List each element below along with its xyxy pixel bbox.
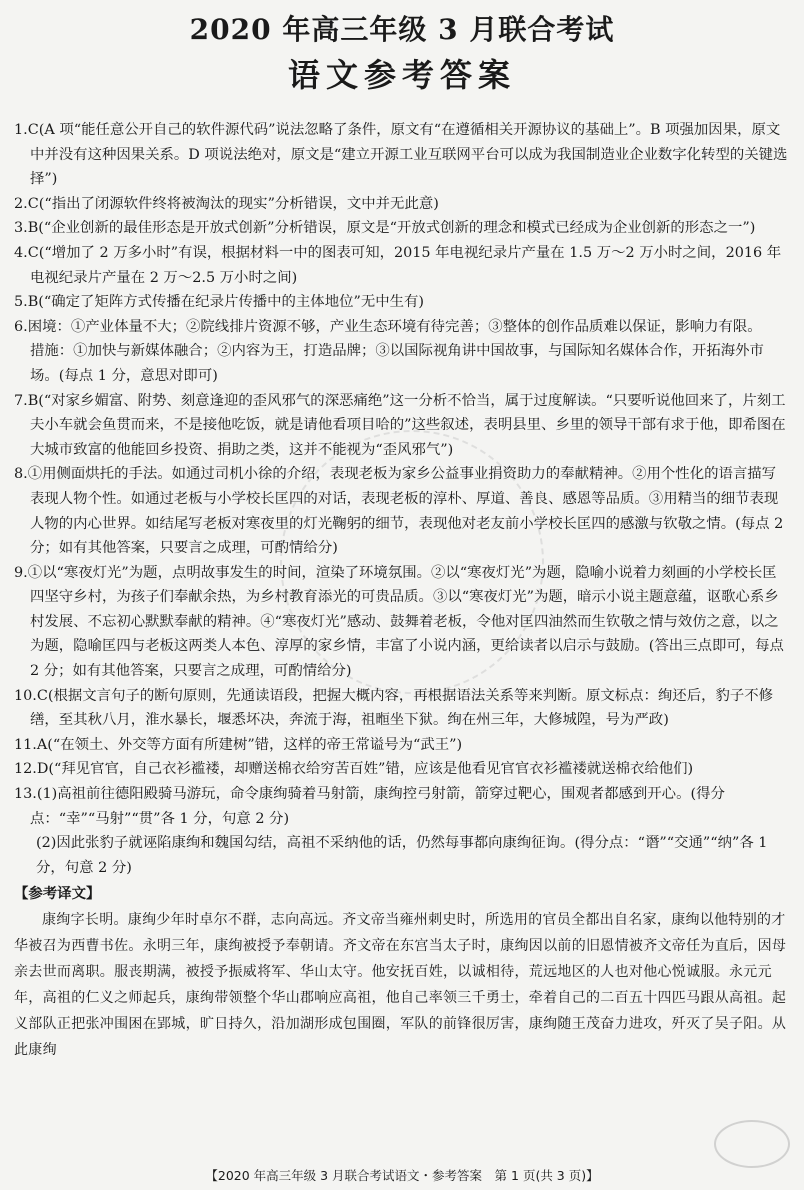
page-footer: 【2020 年高三年级 3 月联合考试语文・参考答案 第 1 页(共 3 页)】 — [205, 1168, 599, 1183]
answer-13-2: (2)因此张豹子就诬陷康绚和魏国勾结，高祖不采纳他的话，仍然每事都向康绚征询。(得分点：“谮”“交通”“纳”各 1 分，句意 2 分) — [36, 835, 768, 876]
watermark-logo-icon — [714, 1120, 790, 1168]
answer-2: 2.C(“指出了闭源软件终将被淘汰的现实”分析错误，文中并无此意) — [14, 195, 439, 212]
answer-4: 4.C(“增加了 2 万多小时”有误，根据材料一中的图表可知，2015 年电视纪录片产量在 1.5 万～2 万小时之间，2016 年电视纪录片产量在 2 万～2.5 万小时之间) — [14, 244, 782, 286]
answer-5: 5.B(“确定了矩阵方式传播在纪录片传播中的主体地位”无中生有) — [14, 294, 425, 311]
answer-6-difficulties: 6.困境：①产业体量不大；②院线排片资源不够，产业生态环境有待完善；③整体的创作品质难以保证，影响力有限。 — [14, 318, 762, 335]
answer-10: 10.C(根据文言句子的断句原则，先通读语段，把握大概内容，再根据语法关系等来判断。原文标点：绚还后，豹子不修缮，至其秋八月，淮水暴长，堰悉坏决，奔流于海，祖暅坐下狱。绚在州三年，大修城隍，号为严政) — [14, 687, 774, 729]
answer-6-measures: 措施：①加快与新媒体融合；②内容为王，打造品牌；③以国际视角讲中国故事，与国际知名媒体合作，开拓海外市场。(每点 1 分，意思对即可) — [30, 343, 764, 384]
translation-heading: 【参考译文】 — [14, 886, 101, 903]
answer-12: 12.D(“拜见官官，自己衣衫褴褛，却赠送棉衣给穷苦百姓”错，应该是他看见官官衣衫褴褛就送棉衣给他们) — [14, 761, 694, 778]
answer-13-1: 13.(1)高祖前往德阳殿骑马游玩，命令康绚骑着马射箭，康绚控弓射箭，箭穿过靶心，围观者都感到开心。(得分点：“幸”“马射”“贯”各 1 分，句意 2 分) — [14, 786, 725, 827]
answer-8: 8.①用侧面烘托的手法。如通过司机小徐的介绍，表现老板为家乡公益事业捐资助力的奉献精神。②用个性化的语言描写表现人物个性。如通过老板与小学校长匡四的对话，表现老板的淳朴、厚道、善良、感恩等品质。③用精当的细节表现人物的内心世界。如结尾写老板对寒夜里的灯光鞠躬的细节，表现他对老友前小学校长匡四的感激与钦敬之情。(每点 2 分；如有其他答案，只要言之成理，可酌情给分) — [14, 466, 784, 557]
answer-9: 9.①以“寒夜灯光”为题，点明故事发生的时间，渲染了环境氛围。②以“寒夜灯光”为题，隐喻小说着力刻画的小学校长匡四坚守乡村，为孩子们奉献余热，为乡村教育添光的可贵品质。③以“寒夜灯光”为题，暗示小说主题意蕴，讴歌心系乡村发展、不忘初心默默奉献的精神。④“寒夜灯光”感动、鼓舞着老板，令他对匡四油然而生钦敬之情与效仿之意，以之为题，隐喻匡四与老板这两类人本色、淳厚的家乡情，丰富了小说内涵，更给读者以启示与鼓励。(答出三点即可，每点 2 分；如有其他答案，只要言之成理，可酌情给分) — [14, 564, 784, 680]
document-subtitle: 语文参考答案 — [287, 56, 516, 94]
answer-1: 1.C(A 项“能任意公开自己的软件源代码”说法忽略了条件，原文有“在遵循相关开源协议的基础上”。B 项强加因果，原文中并没有这种因果关系。D 项说法绝对，原文是“建立开源工业互联网平台可以成为我国制造业企业数字化转型的关键选择”) — [14, 122, 788, 188]
answer-3: 3.B(“企业创新的最佳形态是开放式创新”分析错误，原文是“开放式创新的理念和模式已经成为企业创新的形态之一”) — [14, 220, 756, 237]
exam-title: 2020 年高三年级 3 月联合考试 — [189, 13, 615, 46]
answer-11: 11.A(“在领土、外交等方面有所建树”错，这样的帝王常谥号为“武王”) — [14, 736, 463, 753]
translation-text: 康绚字长明。康绚少年时卓尔不群，志向高远。齐文帝当雍州刺史时，所选用的官员全都出自名家，康绚以他特别的才华被召为西曹书佐。永明三年，康绚被授予奉朝请。齐文帝在东宫当太子时，康绚因以前的旧恩情被齐文帝任为直后，因母亲去世而离职。服丧期满，被授予振威将军、华山太守。他安抚百姓，以诚相待，荒远地区的人也对他心悦诚服。永元元年，高祖的仁义之师起兵，康绚带领整个华山郡响应高祖，他自己率领三千勇士，牵着自己的二百五十四匹马跟从高祖。起义部队正把张冲围困在郢城，旷日持久，沿加湖形成包围圈，军队的前锋很厉害，康绚随王茂奋力进攻，歼灭了吴子阳。从此康绚 — [14, 912, 787, 1058]
answer-7: 7.B(“对家乡媚富、附势、刻意逢迎的歪风邪气的深恶痛绝”这一分析不恰当，属于过度解读。“只要听说他回来了，片刻工夫小车就会鱼贯而来，不是接他吃饭，就是请他看项目哈的”这些叙述，表明县里、乡里的领导干部有求于他，即希图在大城市致富的他能回乡投资、捐助之类，这并不能视为“歪风邪气”) — [14, 392, 786, 458]
answer-body — [14, 118, 790, 1063]
